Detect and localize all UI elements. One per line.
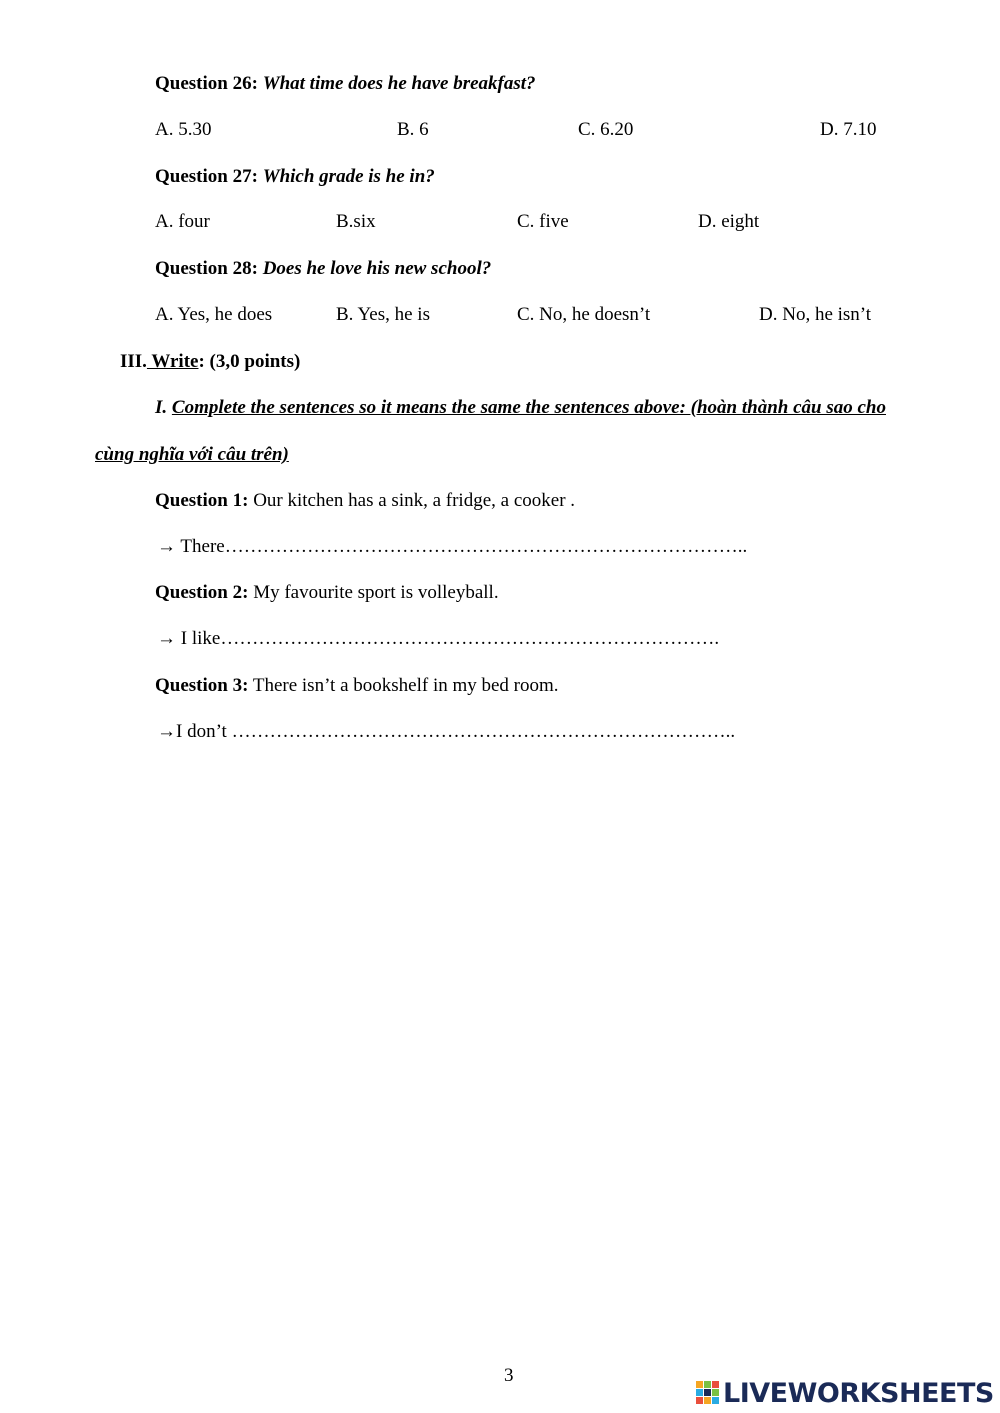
question-26-text: What time does he have breakfast? bbox=[262, 73, 536, 94]
writing-answer-2-prefix: → I like bbox=[157, 628, 221, 649]
question-28 bbox=[155, 259, 491, 278]
writing-question-1 bbox=[155, 491, 575, 510]
part-1-instruction-line-2: cùng nghĩa với câu trên) bbox=[95, 444, 289, 465]
q26-option-a: A. 5.30 bbox=[155, 119, 212, 140]
section-3-numeral: III. bbox=[120, 351, 147, 372]
question-26-label: Question 26: bbox=[155, 73, 258, 94]
writing-question-2-label: Question 2: bbox=[155, 582, 249, 603]
q27-option-d: D. eight bbox=[698, 211, 760, 232]
q27-option-c: C. five bbox=[517, 211, 569, 232]
writing-question-1-label: Question 1: bbox=[155, 490, 249, 511]
q28-option-c: C. No, he doesn’t bbox=[517, 304, 651, 325]
writing-answer-1-blank[interactable]: ……………………………………………………………………….. bbox=[224, 536, 748, 557]
writing-answer-1[interactable] bbox=[157, 537, 747, 556]
question-27-text: Which grade is he in? bbox=[262, 166, 435, 187]
writing-question-2-sentence: My favourite sport is volleyball. bbox=[248, 582, 499, 603]
q28-option-b: B. Yes, he is bbox=[336, 304, 430, 325]
q26-option-b: B. 6 bbox=[397, 119, 429, 140]
section-3-points: : (3,0 points) bbox=[198, 351, 301, 372]
writing-question-3-sentence: There isn’t a bookshelf in my bed room. bbox=[248, 675, 559, 696]
question-27-label: Question 27: bbox=[155, 166, 258, 187]
q28-option-a: A. Yes, he does bbox=[155, 304, 273, 325]
writing-question-3-label: Question 3: bbox=[155, 675, 249, 696]
question-28-text: Does he love his new school? bbox=[262, 258, 492, 279]
q27-option-b: B.six bbox=[336, 211, 376, 232]
writing-answer-1-prefix: → There bbox=[157, 536, 225, 557]
part-1-instruction bbox=[155, 398, 886, 417]
writing-answer-2-blank[interactable]: ……………………………………………………………………. bbox=[220, 628, 720, 649]
q28-option-d: D. No, he isn’t bbox=[759, 304, 872, 325]
page-number: 3 bbox=[504, 1365, 514, 1386]
writing-question-1-sentence: Our kitchen has a sink, a fridge, a cooker . bbox=[248, 490, 576, 511]
question-27 bbox=[155, 167, 435, 186]
q27-option-a: A. four bbox=[155, 211, 210, 232]
question-26 bbox=[155, 74, 536, 93]
liveworksheets-logo-icon bbox=[696, 1381, 720, 1405]
writing-question-2 bbox=[155, 583, 499, 602]
writing-question-3 bbox=[155, 676, 559, 695]
liveworksheets-brand: LIVEWORKSHEETS bbox=[723, 1377, 994, 1409]
section-3-heading bbox=[120, 352, 300, 371]
section-3-title: Write bbox=[146, 351, 199, 372]
part-1-instruction-line-1: Complete the sentences so it means the same the sentences above: (hoàn thành câu sao cho bbox=[171, 397, 886, 418]
question-28-label: Question 28: bbox=[155, 258, 258, 279]
writing-answer-3-prefix: →I don’t bbox=[157, 721, 232, 742]
writing-answer-3[interactable] bbox=[157, 722, 735, 741]
part-1-numeral: I. bbox=[155, 397, 172, 418]
q26-option-d: D. 7.10 bbox=[820, 119, 877, 140]
liveworksheets-logo[interactable] bbox=[696, 1377, 994, 1409]
writing-answer-3-blank[interactable]: …………………………………………………………………….. bbox=[231, 721, 736, 742]
q26-option-c: C. 6.20 bbox=[578, 119, 634, 140]
writing-answer-2[interactable] bbox=[157, 629, 719, 648]
